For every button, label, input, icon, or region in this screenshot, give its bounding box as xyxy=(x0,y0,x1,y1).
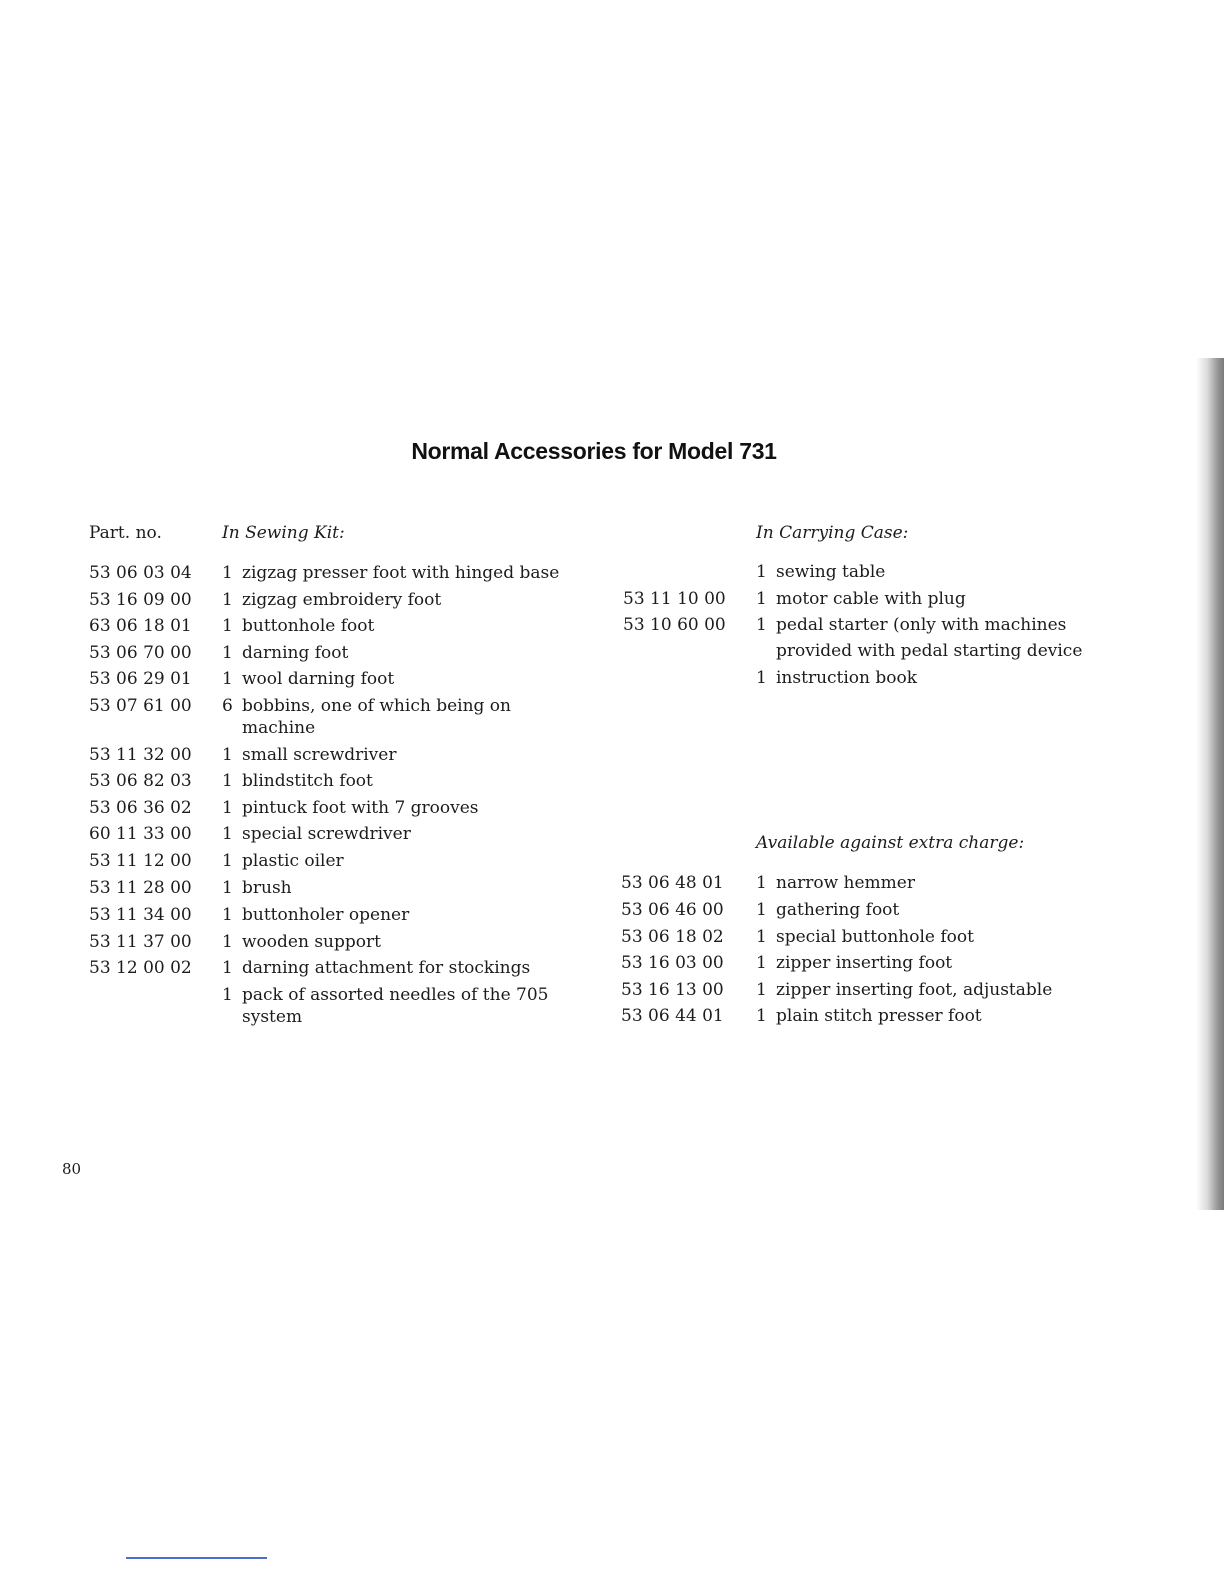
description: wooden support xyxy=(242,932,381,952)
part-number: 53 06 48 01 xyxy=(621,873,724,893)
part-number: 53 06 18 02 xyxy=(621,927,724,947)
description: zigzag embroidery foot xyxy=(242,590,442,610)
part-number: 53 06 70 00 xyxy=(89,643,192,663)
quantity: 1 xyxy=(222,851,233,871)
part-number: 53 10 60 00 xyxy=(623,615,726,635)
carrying-case-header: In Carrying Case: xyxy=(756,523,909,543)
description: small screwdriver xyxy=(242,745,397,765)
description: darning foot xyxy=(242,643,349,663)
description: motor cable with plug xyxy=(776,589,966,609)
description: wool darning foot xyxy=(242,669,395,689)
part-number: 53 11 28 00 xyxy=(89,878,192,898)
quantity: 1 xyxy=(756,615,767,635)
part-number: 53 11 12 00 xyxy=(89,851,192,871)
quantity: 1 xyxy=(222,643,233,663)
description: buttonholer opener xyxy=(242,905,410,925)
decorative-line xyxy=(126,1557,267,1559)
quantity: 1 xyxy=(222,958,233,978)
description: pedal starter (only with machines provided with pedal starting device xyxy=(776,615,1083,661)
part-number: 53 11 37 00 xyxy=(89,932,192,952)
part-number: 63 06 18 01 xyxy=(89,616,192,636)
part-number: 53 06 44 01 xyxy=(621,1006,724,1026)
description: special screwdriver xyxy=(242,824,411,844)
quantity: 1 xyxy=(222,616,233,636)
description: brush xyxy=(242,878,292,898)
quantity: 1 xyxy=(222,798,233,818)
part-number: 53 16 03 00 xyxy=(621,953,724,973)
description: sewing table xyxy=(776,562,886,582)
part-number: 53 06 82 03 xyxy=(89,771,192,791)
quantity: 1 xyxy=(756,953,767,973)
quantity: 6 xyxy=(222,696,233,716)
part-number: 53 11 10 00 xyxy=(623,589,726,609)
quantity: 1 xyxy=(756,900,767,920)
quantity: 1 xyxy=(222,669,233,689)
quantity: 1 xyxy=(756,980,767,1000)
description: pack of assorted needles of the 705 system xyxy=(242,985,549,1027)
quantity: 1 xyxy=(756,873,767,893)
quantity: 1 xyxy=(756,589,767,609)
quantity: 1 xyxy=(222,745,233,765)
part-number: 53 06 46 00 xyxy=(621,900,724,920)
quantity: 1 xyxy=(222,771,233,791)
quantity: 1 xyxy=(756,562,767,582)
description: blindstitch foot xyxy=(242,771,373,791)
quantity: 1 xyxy=(756,1006,767,1026)
part-number: 53 06 03 04 xyxy=(89,563,192,583)
part-no-header: Part. no. xyxy=(89,523,162,543)
sewing-kit-header: In Sewing Kit: xyxy=(222,523,345,543)
description: darning attachment for stockings xyxy=(242,958,531,978)
description: plain stitch presser foot xyxy=(776,1006,982,1026)
description: buttonhole foot xyxy=(242,616,375,636)
description: narrow hemmer xyxy=(776,873,915,893)
quantity: 1 xyxy=(222,824,233,844)
description: gathering foot xyxy=(776,900,900,920)
quantity: 1 xyxy=(222,563,233,583)
quantity: 1 xyxy=(222,905,233,925)
quantity: 1 xyxy=(222,878,233,898)
quantity: 1 xyxy=(222,932,233,952)
part-number: 53 07 61 00 xyxy=(89,696,192,716)
part-number: 60 11 33 00 xyxy=(89,824,192,844)
description: zigzag presser foot with hinged base xyxy=(242,563,560,583)
part-number: 53 06 36 02 xyxy=(89,798,192,818)
description: zipper inserting foot, adjustable xyxy=(776,980,1053,1000)
description: instruction book xyxy=(776,668,918,688)
part-number: 53 16 13 00 xyxy=(621,980,724,1000)
part-number: 53 12 00 02 xyxy=(89,958,192,978)
extra-charge-header: Available against extra charge: xyxy=(756,833,1025,853)
description: zipper inserting foot xyxy=(776,953,953,973)
page-number: 80 xyxy=(62,1160,82,1178)
part-number: 53 11 32 00 xyxy=(89,745,192,765)
part-number: 53 06 29 01 xyxy=(89,669,192,689)
quantity: 1 xyxy=(756,927,767,947)
part-number: 53 16 09 00 xyxy=(89,590,192,610)
quantity: 1 xyxy=(222,985,233,1005)
quantity: 1 xyxy=(222,590,233,610)
quantity: 1 xyxy=(756,668,767,688)
page-edge-shadow xyxy=(1196,358,1224,1210)
description: pintuck foot with 7 grooves xyxy=(242,798,479,818)
part-number: 53 11 34 00 xyxy=(89,905,192,925)
description: plastic oiler xyxy=(242,851,344,871)
description: bobbins, one of which being on machine xyxy=(242,696,511,738)
page-title: Normal Accessories for Model 731 xyxy=(411,438,777,464)
description: special buttonhole foot xyxy=(776,927,974,947)
